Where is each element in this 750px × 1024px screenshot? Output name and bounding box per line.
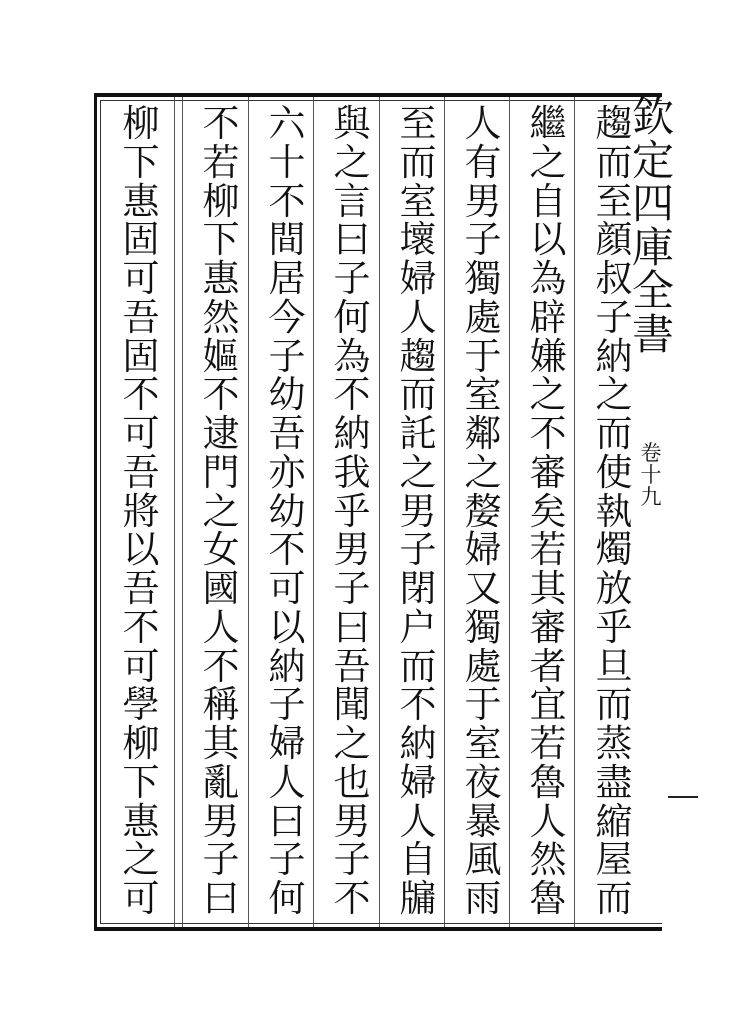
- volume-character: 九: [640, 485, 662, 510]
- character: 納: [333, 412, 371, 455]
- character: 自: [529, 179, 567, 223]
- column-rule: [379, 97, 380, 927]
- character: 不: [202, 644, 240, 688]
- character: 縮: [595, 799, 633, 843]
- column-rule: [509, 97, 510, 927]
- character: 人: [464, 102, 502, 145]
- volume-character: 卷: [640, 441, 662, 465]
- character: 屋: [595, 838, 633, 882]
- column-rule: [248, 97, 249, 927]
- character: 暴: [464, 799, 502, 843]
- character: 審: [529, 450, 567, 494]
- character: 子: [464, 218, 502, 262]
- character: 惠: [122, 799, 160, 843]
- character: 其: [202, 722, 240, 765]
- text-column-2: [517, 102, 579, 920]
- character: 辟: [529, 295, 567, 339]
- character: 人: [268, 760, 306, 804]
- edge-mark: [668, 796, 698, 798]
- character: 若: [529, 528, 567, 572]
- character: 可: [122, 412, 160, 455]
- character: 為: [529, 257, 567, 300]
- column-rule: [182, 97, 183, 927]
- character: 人: [529, 799, 567, 843]
- margin-character: 全: [631, 266, 674, 316]
- character: 不: [333, 373, 371, 417]
- character: 以: [122, 528, 160, 572]
- character: 惠: [202, 257, 240, 300]
- character: 蒸: [595, 722, 633, 765]
- character: 盡: [595, 760, 633, 804]
- character: 不: [122, 373, 160, 417]
- character: 而: [595, 140, 633, 184]
- character: 子: [268, 334, 306, 378]
- character: 曰: [268, 799, 306, 843]
- character: 吾: [122, 295, 160, 339]
- character: 學: [122, 683, 160, 727]
- margin-character: 四: [631, 179, 674, 229]
- character: 燭: [595, 528, 633, 572]
- character: 嫌: [529, 334, 567, 378]
- character: 魯: [529, 877, 567, 920]
- column-rule: [174, 97, 175, 927]
- character: 人: [399, 799, 437, 843]
- character: 之: [399, 450, 437, 494]
- character: 乎: [595, 605, 633, 649]
- character: 亦: [268, 450, 306, 494]
- character: 之: [333, 722, 371, 765]
- character: 矣: [529, 489, 567, 533]
- character: 而: [595, 877, 633, 920]
- character: 繼: [529, 102, 567, 145]
- character: 者: [529, 644, 567, 688]
- character: 言: [333, 179, 371, 223]
- character: 間: [268, 218, 306, 262]
- character: 旦: [595, 644, 633, 688]
- character: 使: [595, 450, 633, 494]
- character: 而: [595, 683, 633, 727]
- margin-character: 書: [631, 309, 674, 359]
- character: 曰: [202, 877, 240, 920]
- character: 婦: [399, 257, 437, 300]
- character: 曰: [333, 218, 371, 262]
- character: 處: [464, 644, 502, 688]
- character: 子: [268, 683, 306, 727]
- character: 不: [399, 683, 437, 727]
- character: 逮: [202, 412, 240, 455]
- character: 固: [122, 218, 160, 262]
- character: 審: [529, 605, 567, 649]
- character: 不: [202, 373, 240, 417]
- character: 不: [529, 412, 567, 455]
- character: 執: [595, 489, 633, 533]
- character: 也: [333, 760, 371, 804]
- character: 不: [268, 528, 306, 572]
- character: 將: [122, 489, 160, 533]
- character: 男: [333, 528, 371, 572]
- character: 納: [268, 644, 306, 688]
- character: 婦: [268, 722, 306, 765]
- character: 壞: [399, 218, 437, 262]
- character: 有: [464, 140, 502, 184]
- text-column-6: [256, 102, 318, 920]
- character: 自: [399, 838, 437, 882]
- character: 室: [399, 179, 437, 223]
- character: 之: [464, 450, 502, 494]
- character: 魯: [529, 760, 567, 804]
- character: 而: [595, 412, 633, 455]
- character: 為: [333, 334, 371, 378]
- character: 之: [529, 140, 567, 184]
- character: 其: [529, 567, 567, 610]
- text-column-1: [583, 102, 645, 920]
- character: 室: [464, 373, 502, 417]
- character: 吾: [268, 412, 306, 455]
- character: 子: [399, 528, 437, 572]
- character: 户: [399, 605, 437, 649]
- character: 夜: [464, 760, 502, 804]
- character: 不: [122, 605, 160, 649]
- character: 男: [464, 179, 502, 223]
- character: 而: [399, 644, 437, 688]
- character: 乎: [333, 489, 371, 533]
- character: 以: [529, 218, 567, 262]
- character: 牖: [399, 877, 437, 920]
- character: 子: [333, 838, 371, 882]
- character: 而: [399, 140, 437, 184]
- character: 子: [268, 838, 306, 882]
- character: 若: [529, 722, 567, 765]
- character: 下: [202, 218, 240, 262]
- character: 獨: [464, 605, 502, 649]
- character: 子: [333, 257, 371, 300]
- character: 雨: [464, 877, 502, 920]
- character: 納: [595, 334, 633, 378]
- character: 我: [333, 450, 371, 494]
- character: 趨: [595, 102, 633, 145]
- margin-character: 庫: [631, 222, 674, 272]
- text-column-7: [190, 102, 252, 920]
- character: 男: [399, 489, 437, 533]
- character: 至: [399, 102, 437, 145]
- text-column-5: [321, 102, 383, 920]
- character: 可: [268, 567, 306, 610]
- character: 于: [464, 683, 502, 727]
- character: 子: [333, 567, 371, 610]
- character: 男: [333, 799, 371, 843]
- character: 吾: [122, 450, 160, 494]
- margin-character: 欽: [631, 92, 674, 141]
- character: 然: [202, 295, 240, 339]
- character: 不: [202, 102, 240, 145]
- character: 吾: [333, 644, 371, 688]
- character: 之: [333, 140, 371, 184]
- character: 之: [202, 489, 240, 533]
- character: 下: [122, 760, 160, 804]
- text-column-8: [110, 102, 172, 920]
- character: 人: [399, 295, 437, 339]
- character: 嫠: [464, 489, 502, 533]
- text-column-3: [452, 102, 514, 920]
- character: 柳: [202, 179, 240, 223]
- character: 趨: [399, 334, 437, 378]
- character: 居: [268, 257, 306, 300]
- character: 下: [122, 140, 160, 184]
- character: 獨: [464, 257, 502, 300]
- character: 柳: [122, 722, 160, 765]
- character: 至: [595, 179, 633, 223]
- character: 子: [595, 295, 633, 339]
- character: 門: [202, 450, 240, 494]
- character: 可: [122, 644, 160, 688]
- character: 十: [268, 140, 306, 184]
- character: 可: [122, 877, 160, 920]
- character: 惠: [122, 179, 160, 223]
- character: 放: [595, 567, 633, 610]
- character: 叔: [595, 257, 633, 300]
- character: 不: [268, 179, 306, 223]
- character: 以: [268, 605, 306, 649]
- character: 固: [122, 334, 160, 378]
- text-column-4: [387, 102, 449, 920]
- character: 吾: [122, 567, 160, 610]
- character: 六: [268, 102, 306, 145]
- character: 子: [202, 838, 240, 882]
- character: 幼: [268, 373, 306, 417]
- character: 鄰: [464, 412, 502, 455]
- margin-character: 定: [631, 135, 674, 185]
- character: 託: [399, 412, 437, 455]
- character: 婦: [399, 760, 437, 804]
- character: 可: [122, 257, 160, 300]
- character: 何: [333, 295, 371, 339]
- volume-character: 十: [640, 463, 662, 488]
- character: 婦: [464, 528, 502, 572]
- column-rule: [444, 97, 445, 927]
- character: 不: [333, 877, 371, 920]
- character: 與: [333, 102, 371, 145]
- character: 人: [202, 605, 240, 649]
- character: 之: [529, 373, 567, 417]
- character: 柳: [122, 102, 160, 145]
- character: 閉: [399, 567, 437, 610]
- character: 稱: [202, 683, 240, 727]
- column-rule: [574, 97, 575, 927]
- character: 之: [595, 373, 633, 417]
- character: 亂: [202, 760, 240, 804]
- character: 男: [202, 799, 240, 843]
- character: 然: [529, 838, 567, 882]
- character: 而: [399, 373, 437, 417]
- character: 宜: [529, 683, 567, 727]
- column-rule: [313, 97, 314, 927]
- character: 風: [464, 838, 502, 882]
- character: 納: [399, 722, 437, 765]
- character: 何: [268, 877, 306, 920]
- character: 顔: [595, 218, 633, 262]
- character: 今: [268, 295, 306, 339]
- character: 室: [464, 722, 502, 765]
- character: 聞: [333, 683, 371, 727]
- character: 處: [464, 295, 502, 339]
- character: 國: [202, 567, 240, 610]
- character: 嫗: [202, 334, 240, 378]
- character: 于: [464, 334, 502, 378]
- character: 若: [202, 140, 240, 184]
- character: 幼: [268, 489, 306, 533]
- character: 女: [202, 528, 240, 572]
- character: 之: [122, 838, 160, 882]
- character: 曰: [333, 605, 371, 649]
- character: 又: [464, 567, 502, 610]
